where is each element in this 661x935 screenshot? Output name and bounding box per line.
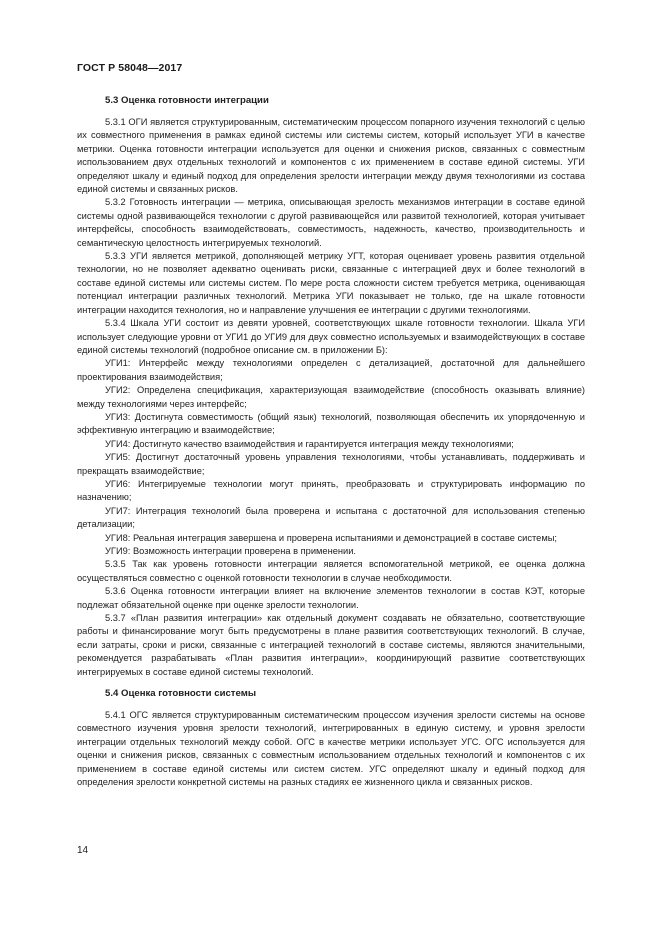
paragraph: 5.4.1 ОГС является структурированным систематическим процессом изучения зрелости системы на основе совместного изучения уровня зрелости технологий, интегрированных в единую систему, и уровня зрелости интеграции отдельных технологий между собой. ОГС в качестве метрики использует УГС. ОГС используется для оценки и снижения рисков, связанных с совместным использованием отдельных технологий и компонентов с их применением в составе единой системы или систем систем. УГС определяют шкалу и единый подход для определения зрелости конкретной системы на разных стадиях ее жизненного цикла и связанных рисков. [77, 710, 585, 788]
section-spacer [77, 679, 585, 687]
paragraph: 5.3.7 «План развития интеграции» как отдельный документ создавать не обязательно, соответствующие работы и финансирование могут быть предусмотрены в плане развития соответствующих технологий. В случае, если затраты, сроки и риски, связанные с интеграцией технологий в составе системы, являются значительными, рекомендуется разрабатывать «План развития интеграции», координирующий развитие соответствующих интегрируемых в составе единой системы технологий. [77, 613, 585, 677]
section-heading-5-3: 5.3 Оценка готовности интеграции [105, 95, 269, 106]
list-item-ugi1: УГИ1: Интерфейс между технологиями определен с детализацией, достаточной для дальнейшего проектирования взаимодействия; [77, 358, 585, 382]
document-body [77, 94, 585, 790]
document-header: ГОСТ Р 58048—2017 [77, 62, 183, 74]
list-item-ugi3: УГИ3: Достигнута совместимость (общий язык) технологий, позволяющая обеспечить их упорядоченную и эффективную интеграцию и взаимодействие; [77, 411, 585, 436]
list-item-ugi8: УГИ8: Реальная интеграция завершена и проверена испытаниями и демонстрацией в составе системы; [105, 532, 557, 543]
list-item-ugi7: УГИ7: Интеграция технологий была проверена и испытана с достаточной для использования степенью детализации; [77, 505, 585, 530]
paragraph: 5.3.5 Так как уровень готовности интеграции является вспомогательной метрикой, ее оценка должна осуществляться совместно с оценкой готовности технологии в случае необходимости. [77, 559, 585, 583]
list-item-ugi6: УГИ6: Интегрируемые технологии могут принять, преобразовать и структурировать информацию по назначению; [77, 478, 585, 503]
list-item-ugi4: УГИ4: Достигнуто качество взаимодействия и гарантируется интеграция между технологиями; [105, 438, 514, 449]
list-item-ugi2: УГИ2: Определена спецификация, характеризующая взаимодействие (способность оказывать влияние) между технологиями через интерфейс; [77, 385, 585, 409]
section-heading-5-4: 5.4 Оценка готовности системы [105, 688, 257, 700]
paragraph: 5.3.1 ОГИ является структурированным, систематическим процессом попарного изучения технологий с целью их совместного применения в рамках единой системы или системы систем, который использует УГИ в качестве метрики. Оценка готовности интеграции используется для оценки и снижения рисков, связанных с совместным использованием двух отдельных технологий и компонентов с их применением в составе единой системы. УГИ определяют шкалу и единый подход для определения зрелости интеграции между двумя технологиями из состава единой системы и связанных рисков. [77, 117, 585, 195]
paragraph: 5.3.2 Готовность интеграции — метрика, описывающая зрелость механизмов интеграции в составе единой системы одной развивающейся технологии с другой развивающейся или развитой технологией, которая учитывает интерфейсы, способность взаимодействовать, совместимость, надежность, качество, производительность и семантическую целостность интегрируемых технологий. [77, 197, 585, 248]
paragraph: 5.3.6 Оценка готовности интеграции влияет на включение элементов технологии в состав КЭТ, которые подлежат обязательной оценке при оценке зрелости технологии. [77, 586, 585, 610]
list-item-ugi9: УГИ9: Возможность интеграции проверена в применении. [105, 546, 356, 556]
paragraph: 5.3.4 Шкала УГИ состоит из девяти уровней, соответствующих шкале готовности технологии. Шкала УГИ использует следующие уровни от УГИ1 до УГИ9 для двух совместно используемых и взаимодействующих в составе единой системы технологий (подробное описание см. в приложении Б): [77, 318, 585, 355]
page-number: 14 [77, 845, 89, 856]
paragraph: 5.3.3 УГИ является метрикой, дополняющей метрику УГТ, которая оценивает уровень развития отдельной технологии, но не позволяет адекватно оценивать риски, связанные с интеграцией двух и более технологий в составе единой системы или системы систем. По мере роста сложности систем требуется метрика, оценивающая потенциал интеграции различных технологий. Метрика УГИ показывает не только, где на шкале готовности интеграции находится технология, но и направление улучшения ее интеграции с другими технологиями. [77, 251, 585, 315]
list-item-ugi5: УГИ5: Достигнут достаточный уровень управления технологиями, чтобы устанавливать, поддерживать и прекращать взаимодействие; [77, 452, 585, 476]
